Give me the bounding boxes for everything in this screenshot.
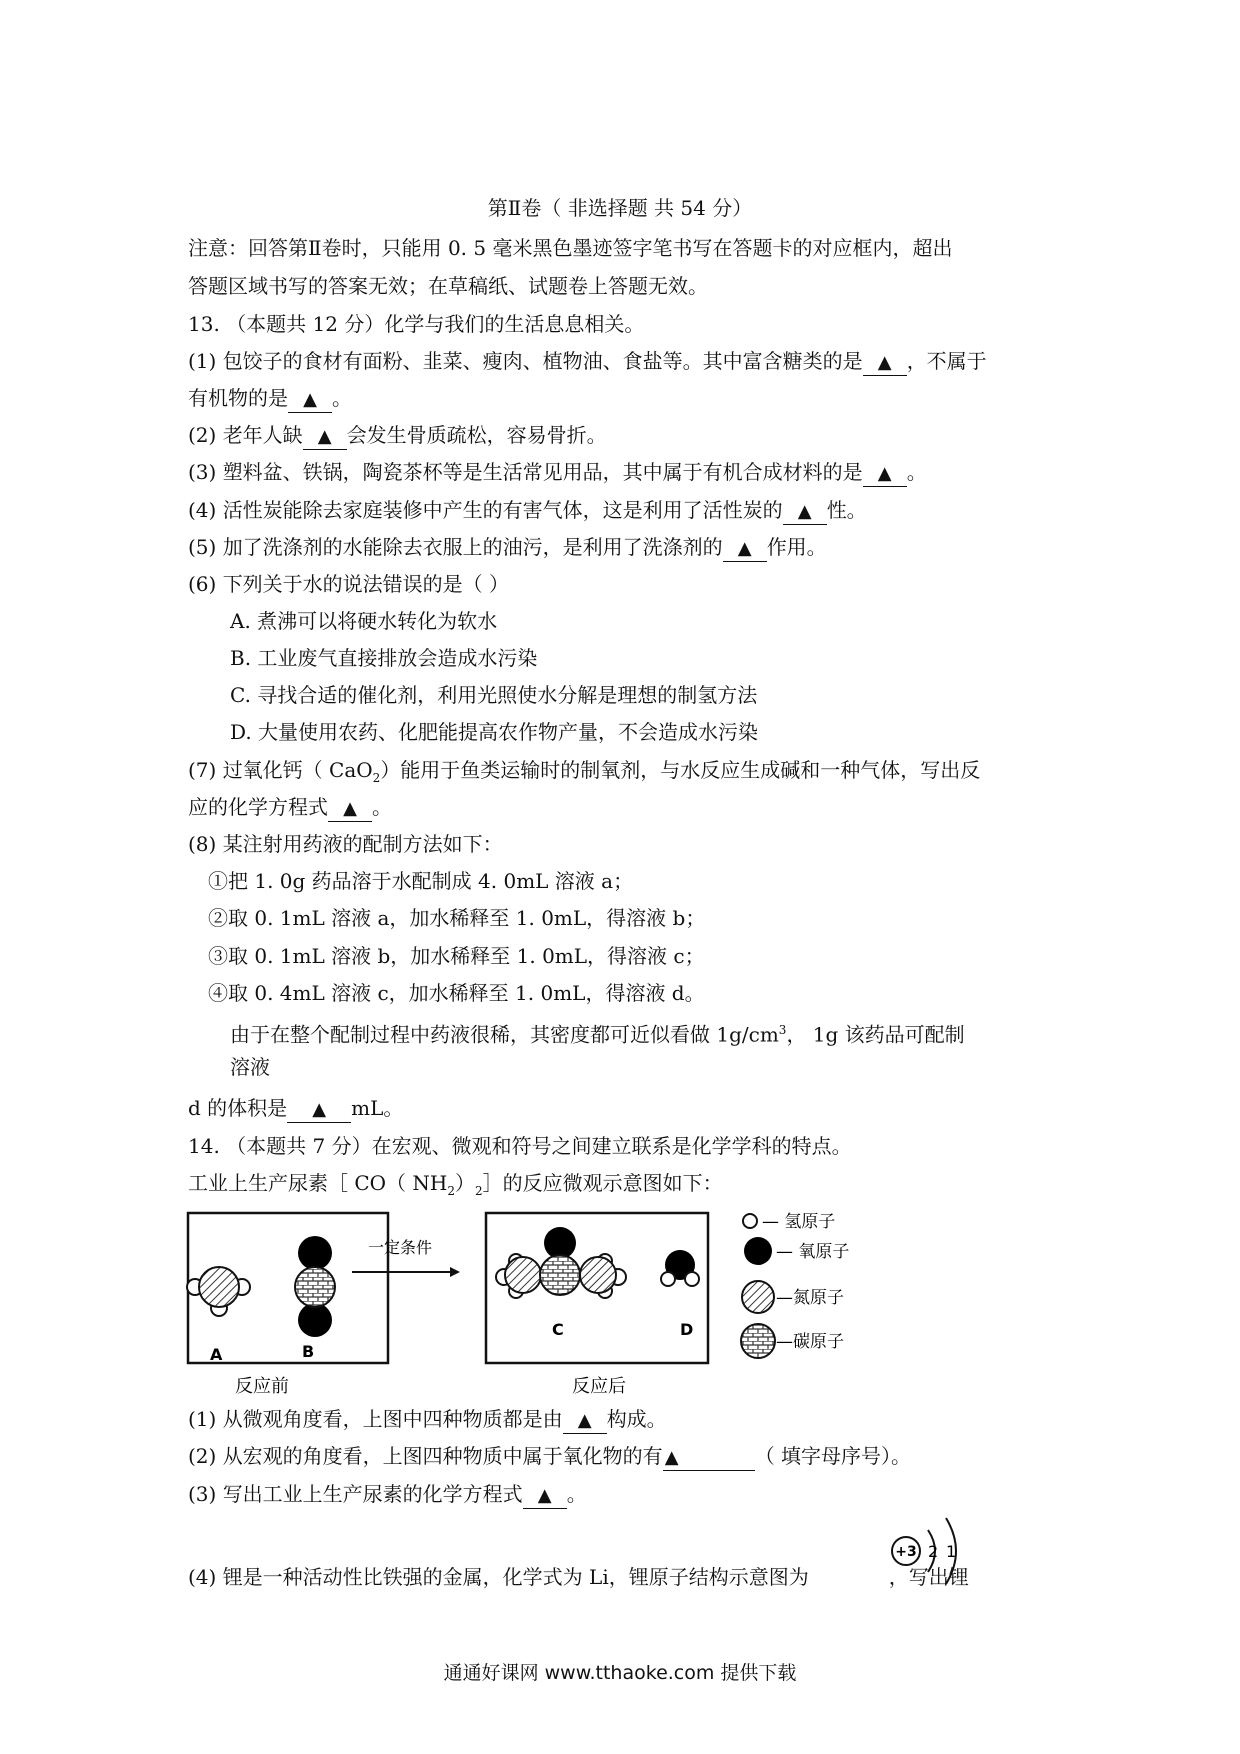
blank-marker-icon: ▲ xyxy=(317,426,332,447)
q13-p7-text-b: ）能用于鱼类运输时的制氧剂，与水反应生成碱和一种气体，写出反 xyxy=(380,758,981,782)
blank-marker-icon: ▲ xyxy=(877,463,892,484)
answer-blank[interactable] xyxy=(863,349,907,376)
notice-line-2: 答题区域书写的答案无效；在草稿纸、试题卷上答题无效。 xyxy=(188,274,708,298)
subscript: 2 xyxy=(447,1184,455,1198)
q13-option-a: A. 煮沸可以将硬水转化为软水 xyxy=(230,609,498,633)
q13-part8: (8) 某注射用药液的配制方法如下： xyxy=(188,832,503,856)
blank-marker-icon: ▲ xyxy=(343,798,357,819)
q13-p7-text-c: 应的化学方程式 xyxy=(188,795,328,819)
q14-p1-text-a: (1) 从微观角度看，上图中四种物质都是由 xyxy=(188,1407,563,1431)
answer-blank[interactable] xyxy=(288,386,332,413)
blank-marker-icon: ▲ xyxy=(664,1447,679,1468)
blank-marker-icon: ▲ xyxy=(303,389,317,410)
reaction-diagram xyxy=(180,1205,960,1395)
ammonia-molecule-icon xyxy=(187,1267,250,1316)
answer-blank[interactable] xyxy=(723,535,767,562)
q13-step-4: ④取 0. 4mL 溶液 c，加水稀释至 1. 0mL，得溶液 d。 xyxy=(208,981,705,1005)
q13-part1-line1 xyxy=(188,347,987,376)
after-caption: 反应后 xyxy=(572,1376,626,1395)
notice-line-1: 注意：回答第Ⅱ卷时，只能用 0. 5 毫米黑色墨迹签字笔书写在答题卡的对应框内，超出 xyxy=(188,236,953,260)
q14-intro-text-b: ） xyxy=(455,1171,475,1195)
urea-molecule-icon xyxy=(496,1227,626,1298)
before-caption: 反应前 xyxy=(235,1376,289,1395)
page-footer: 通通好课网 www.tthaoke.com 提供下载 xyxy=(443,1662,797,1684)
label-a: A xyxy=(210,1345,223,1364)
label-c: C xyxy=(552,1320,564,1339)
q13-p1-text-c: 有机物的是 xyxy=(188,386,288,410)
answer-blank[interactable] xyxy=(563,1407,607,1434)
q13-part2 xyxy=(188,421,607,450)
q13-p2-text-a: (2) 老年人缺 xyxy=(188,423,303,447)
q14-intro-text-a: 工业上生产尿素［ CO（ NH xyxy=(188,1171,448,1195)
q14-intro-text-c: ］的反应微观示意图如下： xyxy=(482,1171,723,1195)
q14-part4 xyxy=(188,1563,969,1591)
answer-blank[interactable] xyxy=(328,795,372,822)
q13-p5-text-b: 作用。 xyxy=(766,535,827,559)
subscript: 2 xyxy=(475,1184,483,1198)
answer-blank[interactable] xyxy=(303,423,347,450)
q13-part7-line1 xyxy=(188,756,980,792)
q13-p2-text-b: 会发生骨质疏松，容易骨折。 xyxy=(346,423,607,447)
q13-p3-text-b: 。 xyxy=(906,460,927,484)
q13-p7-text-d: 。 xyxy=(372,795,392,819)
legend-nitrogen: —氮原子 xyxy=(776,1288,844,1308)
nucleus-charge: +3 xyxy=(895,1544,917,1560)
q13-part6: (6) 下列关于水的说法错误的是（ ） xyxy=(188,572,510,596)
q13-part4 xyxy=(188,496,867,525)
q14-part2 xyxy=(188,1442,911,1471)
water-molecule-icon xyxy=(661,1250,699,1286)
carbon-dioxide-molecule-icon xyxy=(295,1236,335,1337)
blank-marker-icon: ▲ xyxy=(577,1410,592,1431)
reaction-arrow-icon xyxy=(352,1267,460,1277)
q14-p4-text-a: (4) 锂是一种活动性比铁强的金属，化学式为 Li，锂原子结构示意图为 xyxy=(188,1565,809,1589)
q13-option-b: B. 工业废气直接排放会造成水污染 xyxy=(230,646,538,670)
q14-part3 xyxy=(188,1480,587,1509)
q13-p8-end-text-a: d 的体积是 xyxy=(188,1096,288,1120)
q14-p1-text-b: 构成。 xyxy=(606,1407,667,1431)
q13-p4-text-a: (4) 活性炭能除去家庭装修中产生的有害气体，这是利用了活性炭的 xyxy=(188,498,783,522)
q14-p2-text-b: （ 填字母序号）。 xyxy=(754,1444,912,1468)
q14-p3-text-a: (3) 写出工业上生产尿素的化学方程式 xyxy=(188,1482,523,1506)
q13-p1-text-b: ，不属于 xyxy=(906,349,987,373)
q13-part7-line2 xyxy=(188,793,392,822)
carbon-atom-icon xyxy=(741,1324,775,1358)
q13-p4-text-b: 性。 xyxy=(826,498,867,522)
answer-blank[interactable] xyxy=(863,460,907,487)
q13-option-c: C. 寻找合适的催化剂，利用光照使水分解是理想的制氢方法 xyxy=(230,683,758,707)
legend-hydrogen: — 氢原子 xyxy=(762,1212,836,1232)
diagram-legend xyxy=(741,1212,849,1358)
subscript: 2 xyxy=(372,771,381,785)
answer-blank[interactable] xyxy=(287,1096,351,1123)
q13-p3-text-a: (3) 塑料盆、铁锅，陶瓷茶杯等是生活常见用品，其中属于有机合成材料的是 xyxy=(188,460,863,484)
q13-p5-text-a: (5) 加了洗涤剂的水能除去衣服上的油污，是利用了洗涤剂的 xyxy=(188,535,723,559)
q14-heading: 14. （本题共 7 分）在宏观、微观和符号之间建立联系是化学学科的特点。 xyxy=(188,1134,852,1158)
q13-part5 xyxy=(188,533,827,562)
legend-carbon: —碳原子 xyxy=(776,1332,844,1352)
q13-p1-text-d: 。 xyxy=(332,386,352,410)
q13-heading: 13. （本题共 12 分）化学与我们的生活息息相关。 xyxy=(188,312,645,336)
q14-part1 xyxy=(188,1405,667,1434)
q13-density-text-a: 由于在整个配制过程中药液很稀，其密度都可近似看做 1g/cm xyxy=(230,1022,779,1047)
section-title: 第Ⅱ卷（ 非选择题 共 54 分） xyxy=(487,196,753,220)
q13-part3 xyxy=(188,458,927,487)
blank-marker-icon: ▲ xyxy=(312,1099,327,1120)
q13-density-text-b: ， 1g 该药品可配制 xyxy=(786,1022,965,1047)
nitrogen-atom-icon xyxy=(742,1281,774,1313)
q14-intro xyxy=(188,1169,723,1205)
answer-blank[interactable] xyxy=(663,1444,755,1471)
label-b: B xyxy=(302,1342,315,1361)
answer-blank[interactable] xyxy=(523,1482,567,1509)
q14-p2-text-a: (2) 从宏观的角度看，上图四种物质中属于氧化物的有 xyxy=(188,1444,663,1468)
q13-density-line-2: 溶液 xyxy=(230,1055,270,1079)
shell-1-electrons: 2 xyxy=(928,1542,939,1561)
arrow-label: 一定条件 xyxy=(368,1238,433,1257)
legend-oxygen: — 氧原子 xyxy=(776,1242,850,1262)
blank-marker-icon: ▲ xyxy=(877,352,892,373)
q13-p1-text-a: (1) 包饺子的食材有面粉、韭菜、瘦肉、植物油、食盐等。其中富含糖类的是 xyxy=(188,349,863,373)
blank-marker-icon: ▲ xyxy=(537,1485,552,1506)
q14-p3-text-b: 。 xyxy=(566,1482,587,1506)
shell-2-electrons: 1 xyxy=(946,1542,957,1561)
superscript: 3 xyxy=(778,1023,787,1037)
q13-step-2: ②取 0. 1mL 溶液 a，加水稀释至 1. 0mL，得溶液 b； xyxy=(208,906,706,930)
blank-marker-icon: ▲ xyxy=(797,501,812,522)
hydrogen-atom-icon xyxy=(743,1214,757,1228)
q13-step-3: ③取 0. 1mL 溶液 b，加水稀释至 1. 0mL，得溶液 c； xyxy=(208,944,705,968)
q13-density-line xyxy=(230,1016,965,1049)
q14-p4-text-b: ，写出锂 xyxy=(888,1565,969,1589)
q13-p7-text-a: (7) 过氧化钙（ CaO xyxy=(188,758,373,782)
q13-p8-end-text-b: mL。 xyxy=(351,1096,404,1120)
q13-part8-answer xyxy=(188,1094,403,1123)
blank-marker-icon: ▲ xyxy=(737,538,752,559)
q13-step-1: ①把 1. 0g 药品溶于水配制成 4. 0mL 溶液 a； xyxy=(208,869,634,893)
label-d: D xyxy=(680,1320,694,1339)
q13-part1-line2 xyxy=(188,384,352,413)
answer-blank[interactable] xyxy=(783,498,827,525)
q13-option-d: D. 大量使用农药、化肥能提高农作物产量，不会造成水污染 xyxy=(230,720,759,744)
oxygen-atom-icon xyxy=(744,1237,772,1265)
